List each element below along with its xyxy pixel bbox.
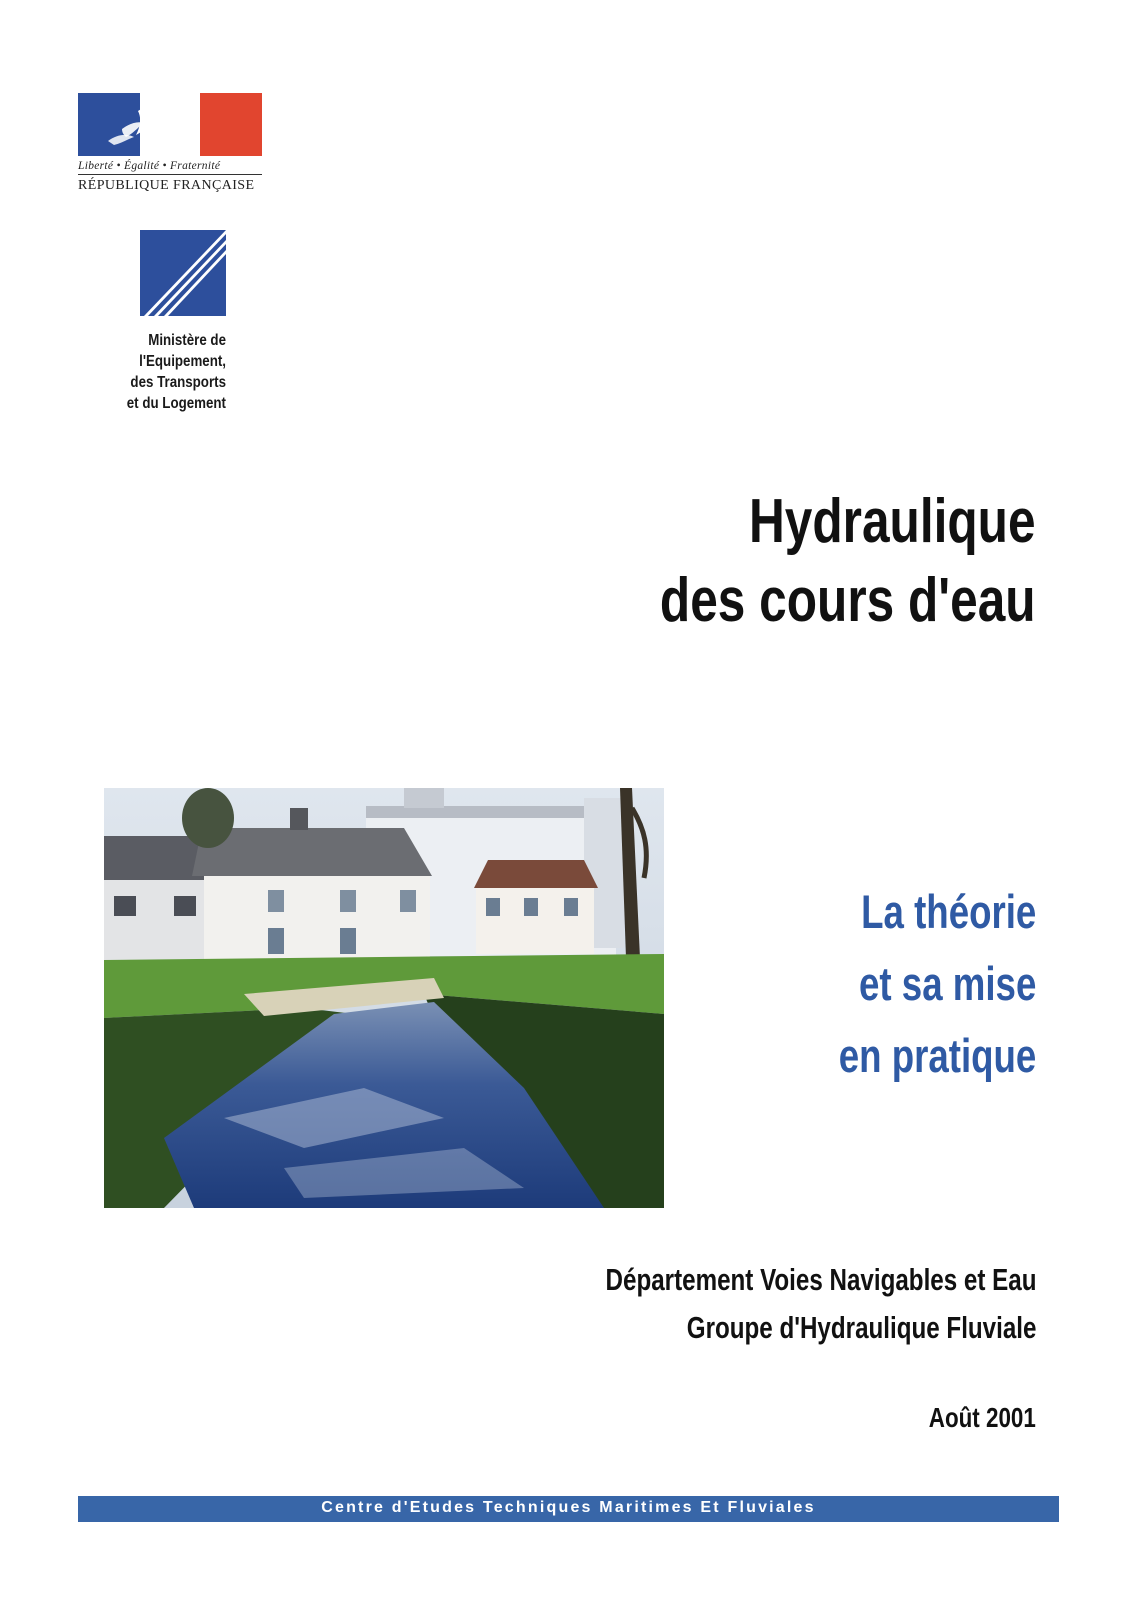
department-block (605, 1256, 1036, 1352)
ministry-name (83, 330, 226, 414)
rf-divider (78, 174, 262, 175)
ministry-line-3: des Transports (130, 374, 226, 391)
document-title (660, 482, 1036, 640)
title-line-1: Hydraulique (749, 487, 1036, 556)
subtitle-line-3: en pratique (838, 1029, 1036, 1082)
ministry-line-2: l'Equipement, (139, 353, 226, 370)
department-line-2: Groupe d'Hydraulique Fluviale (686, 1310, 1036, 1345)
footer-text: Centre d'Etudes Techniques Maritimes Et Fluviales (321, 1499, 816, 1516)
marianne-flag-icon (78, 93, 262, 156)
ministry-line-1: Ministère de (148, 332, 226, 349)
department-line-1: Département Voies Navigables et Eau (605, 1262, 1036, 1297)
rf-name: RÉPUBLIQUE FRANÇAISE (78, 178, 255, 193)
footer-band (78, 1496, 1059, 1522)
subtitle-line-2: et sa mise (858, 957, 1036, 1010)
document-subtitle (838, 876, 1036, 1092)
title-line-2: des cours d'eau (660, 566, 1036, 635)
river-photo (104, 788, 664, 1208)
ministry-line-4: et du Logement (126, 395, 226, 412)
publication-date: Août 2001 (928, 1402, 1036, 1433)
rf-motto: Liberté • Égalité • Fraternité (78, 160, 221, 172)
subtitle-line-1: La théorie (860, 885, 1036, 938)
ministry-logo-icon (140, 230, 226, 316)
republique-francaise-logo (78, 93, 262, 194)
